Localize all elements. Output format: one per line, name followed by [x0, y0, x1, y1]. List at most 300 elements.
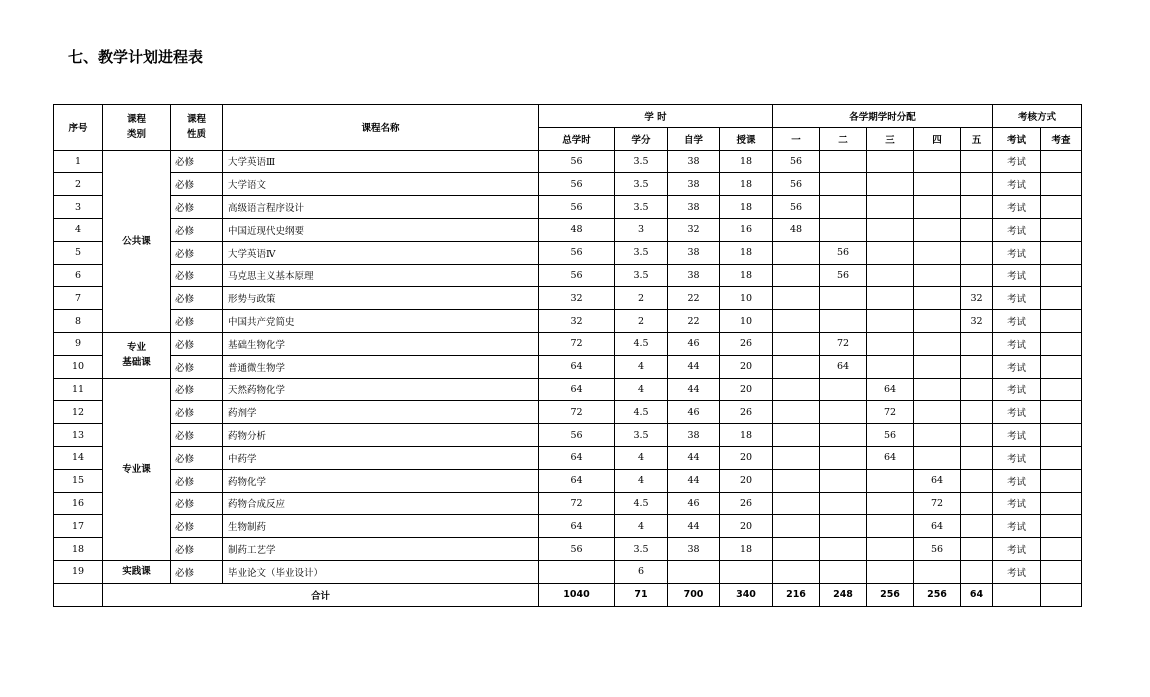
course-name-cell: 天然药物化学 — [223, 378, 539, 401]
lecture-cell: 20 — [720, 469, 773, 492]
credits-cell: 3.5 — [615, 196, 668, 219]
credits-cell: 4 — [615, 469, 668, 492]
sem3-cell — [867, 218, 914, 241]
course-name-cell: 制药工艺学 — [223, 538, 539, 561]
sem2-cell — [820, 196, 867, 219]
sem2-cell — [820, 538, 867, 561]
lecture-cell: 20 — [720, 355, 773, 378]
sem4-cell — [914, 264, 961, 287]
sem4-cell — [914, 150, 961, 173]
sem3-cell — [867, 355, 914, 378]
total-sem1-cell: 216 — [773, 583, 820, 606]
sem1-cell — [773, 378, 820, 401]
exam-cell: 考试 — [993, 332, 1041, 355]
sem5-cell — [961, 218, 993, 241]
sem1-cell — [773, 332, 820, 355]
course-name-cell: 大学英语Ⅳ — [223, 241, 539, 264]
header-sem4: 四 — [914, 127, 961, 150]
total-hours-cell: 64 — [539, 355, 615, 378]
course-name-cell: 药物分析 — [223, 424, 539, 447]
lecture-cell — [720, 560, 773, 583]
sem1-cell — [773, 446, 820, 469]
seq-cell: 16 — [54, 492, 103, 515]
sem1-cell — [773, 241, 820, 264]
sem4-cell — [914, 332, 961, 355]
credits-cell: 4 — [615, 446, 668, 469]
header-assessment-group: 考核方式 — [993, 105, 1082, 128]
table-row — [54, 218, 1082, 241]
nature-cell: 必修 — [171, 424, 223, 447]
sem5-cell — [961, 378, 993, 401]
sem4-cell — [914, 218, 961, 241]
seq-cell: 8 — [54, 310, 103, 333]
self-study-cell: 44 — [668, 446, 720, 469]
nature-cell: 必修 — [171, 241, 223, 264]
header-nature-line2: 性质 — [186, 129, 206, 141]
sem2-cell — [820, 310, 867, 333]
sem2-cell — [820, 469, 867, 492]
lecture-cell: 26 — [720, 332, 773, 355]
total-credits-cell: 71 — [615, 583, 668, 606]
total-hours-cell: 72 — [539, 492, 615, 515]
total-lecture-cell: 340 — [720, 583, 773, 606]
sem1-cell — [773, 287, 820, 310]
sem1-cell — [773, 538, 820, 561]
sem5-cell: 32 — [961, 287, 993, 310]
course-name-cell: 药物合成反应 — [223, 492, 539, 515]
sem3-cell: 56 — [867, 424, 914, 447]
total-sem4-cell: 256 — [914, 583, 961, 606]
nature-cell: 必修 — [171, 150, 223, 173]
credits-cell: 3.5 — [615, 150, 668, 173]
seq-cell: 19 — [54, 560, 103, 583]
nature-cell: 必修 — [171, 196, 223, 219]
sem3-cell — [867, 310, 914, 333]
sem1-cell — [773, 355, 820, 378]
total-hours-cell: 56 — [539, 424, 615, 447]
credits-cell: 3.5 — [615, 264, 668, 287]
self-study-cell: 38 — [668, 173, 720, 196]
credits-cell: 4 — [615, 378, 668, 401]
total-hours-cell: 56 — [539, 196, 615, 219]
self-study-cell: 22 — [668, 287, 720, 310]
category-public-label: 公共课 — [122, 235, 151, 247]
exam-cell: 考试 — [993, 196, 1041, 219]
table-row — [54, 560, 1082, 583]
total-hours-cell: 64 — [539, 469, 615, 492]
sem5-cell — [961, 401, 993, 424]
course-name-cell: 基础生物化学 — [223, 332, 539, 355]
check-cell — [1041, 469, 1082, 492]
credits-cell: 2 — [615, 310, 668, 333]
sem5-cell — [961, 355, 993, 378]
check-cell — [1041, 264, 1082, 287]
self-study-cell: 46 — [668, 401, 720, 424]
sem1-cell — [773, 401, 820, 424]
nature-cell: 必修 — [171, 515, 223, 538]
sem5-cell — [961, 241, 993, 264]
self-study-cell: 38 — [668, 241, 720, 264]
nature-cell: 必修 — [171, 310, 223, 333]
sem4-cell — [914, 310, 961, 333]
exam-cell: 考试 — [993, 173, 1041, 196]
seq-cell: 1 — [54, 150, 103, 173]
category-practice — [103, 560, 171, 583]
total-hours-cell: 56 — [539, 538, 615, 561]
table-row — [54, 196, 1082, 219]
seq-cell: 17 — [54, 515, 103, 538]
seq-cell: 13 — [54, 424, 103, 447]
header-hours-group: 学 时 — [539, 105, 773, 128]
total-label: 合计 — [103, 583, 539, 606]
total-sem2-cell: 248 — [820, 583, 867, 606]
header-category — [103, 105, 171, 151]
nature-cell: 必修 — [171, 378, 223, 401]
check-cell — [1041, 287, 1082, 310]
self-study-cell: 38 — [668, 196, 720, 219]
header-sem2: 二 — [820, 127, 867, 150]
page-title: 七、教学计划进程表 — [68, 48, 204, 66]
nature-cell: 必修 — [171, 492, 223, 515]
lecture-cell: 20 — [720, 515, 773, 538]
check-cell — [1041, 355, 1082, 378]
sem2-cell — [820, 378, 867, 401]
header-semester-group: 各学期学时分配 — [773, 105, 993, 128]
sem2-cell — [820, 446, 867, 469]
total-hours-cell: 56 — [539, 173, 615, 196]
nature-cell: 必修 — [171, 218, 223, 241]
table-row — [54, 332, 1082, 355]
sem1-cell — [773, 469, 820, 492]
total-hours-cell: 64 — [539, 515, 615, 538]
sem4-cell: 72 — [914, 492, 961, 515]
sem2-cell — [820, 424, 867, 447]
check-cell — [1041, 218, 1082, 241]
exam-cell: 考试 — [993, 264, 1041, 287]
sem3-cell — [867, 264, 914, 287]
table-row — [54, 287, 1082, 310]
sem3-cell — [867, 287, 914, 310]
credits-cell: 4.5 — [615, 332, 668, 355]
total-hours-cell: 32 — [539, 287, 615, 310]
sem4-cell — [914, 560, 961, 583]
self-study-cell: 46 — [668, 332, 720, 355]
header-nature-line1: 课程 — [186, 114, 206, 126]
sem1-cell — [773, 492, 820, 515]
sem3-cell — [867, 469, 914, 492]
header-self-study: 自学 — [668, 127, 720, 150]
exam-cell: 考试 — [993, 150, 1041, 173]
table-row — [54, 538, 1082, 561]
exam-cell: 考试 — [993, 401, 1041, 424]
sem4-cell — [914, 401, 961, 424]
self-study-cell — [668, 560, 720, 583]
exam-cell: 考试 — [993, 446, 1041, 469]
seq-cell: 14 — [54, 446, 103, 469]
category-major-label: 专业课 — [122, 463, 151, 475]
sem1-cell — [773, 264, 820, 287]
sem2-cell — [820, 173, 867, 196]
sem3-cell — [867, 538, 914, 561]
credits-cell: 3.5 — [615, 538, 668, 561]
check-cell — [1041, 515, 1082, 538]
header-credits: 学分 — [615, 127, 668, 150]
course-name-cell: 毕业论文（毕业设计） — [223, 560, 539, 583]
total-hours-cell: 56 — [539, 241, 615, 264]
total-hours-cell: 72 — [539, 332, 615, 355]
lecture-cell: 18 — [720, 150, 773, 173]
sem2-cell: 56 — [820, 241, 867, 264]
course-name-cell: 大学语文 — [223, 173, 539, 196]
sem3-cell — [867, 241, 914, 264]
table-row — [54, 264, 1082, 287]
exam-cell: 考试 — [993, 241, 1041, 264]
sem4-cell — [914, 241, 961, 264]
total-hours-cell: 56 — [539, 150, 615, 173]
table-row — [54, 378, 1082, 401]
header-sem1: 一 — [773, 127, 820, 150]
sem2-cell — [820, 150, 867, 173]
exam-cell: 考试 — [993, 515, 1041, 538]
self-study-cell: 38 — [668, 264, 720, 287]
sem5-cell — [961, 446, 993, 469]
sem3-cell — [867, 332, 914, 355]
sem3-cell: 64 — [867, 446, 914, 469]
check-cell — [1041, 196, 1082, 219]
header-seq: 序号 — [54, 105, 103, 151]
credits-cell: 6 — [615, 560, 668, 583]
exam-cell: 考试 — [993, 492, 1041, 515]
teaching-plan-table — [53, 104, 1082, 607]
header-sem3: 三 — [867, 127, 914, 150]
check-cell — [1041, 401, 1082, 424]
check-cell — [1041, 150, 1082, 173]
exam-cell: 考试 — [993, 560, 1041, 583]
total-check-cell — [1041, 583, 1082, 606]
exam-cell: 考试 — [993, 355, 1041, 378]
seq-cell: 9 — [54, 332, 103, 355]
course-name-cell: 高级语言程序设计 — [223, 196, 539, 219]
category-public — [103, 150, 171, 332]
nature-cell: 必修 — [171, 538, 223, 561]
course-name-cell: 药物化学 — [223, 469, 539, 492]
category-foundation — [103, 332, 171, 378]
sem3-cell — [867, 150, 914, 173]
lecture-cell: 26 — [720, 401, 773, 424]
seq-cell: 5 — [54, 241, 103, 264]
total-row — [54, 583, 1082, 606]
lecture-cell: 18 — [720, 196, 773, 219]
total-hours-cell: 64 — [539, 446, 615, 469]
header-row-1 — [54, 105, 1082, 128]
course-name-cell: 中国近现代史纲要 — [223, 218, 539, 241]
sem2-cell — [820, 401, 867, 424]
table-row — [54, 401, 1082, 424]
sem2-cell: 56 — [820, 264, 867, 287]
header-sem5: 五 — [961, 127, 993, 150]
lecture-cell: 18 — [720, 538, 773, 561]
total-hours-cell: 1040 — [539, 583, 615, 606]
total-hours-cell: 64 — [539, 378, 615, 401]
sem2-cell — [820, 218, 867, 241]
total-self-cell: 700 — [668, 583, 720, 606]
self-study-cell: 38 — [668, 150, 720, 173]
total-hours-cell: 32 — [539, 310, 615, 333]
lecture-cell: 26 — [720, 492, 773, 515]
course-name-cell: 普通微生物学 — [223, 355, 539, 378]
self-study-cell: 44 — [668, 378, 720, 401]
seq-cell: 6 — [54, 264, 103, 287]
self-study-cell: 38 — [668, 424, 720, 447]
sem4-cell — [914, 173, 961, 196]
course-name-cell: 马克思主义基本原理 — [223, 264, 539, 287]
sem2-cell — [820, 492, 867, 515]
self-study-cell: 22 — [668, 310, 720, 333]
check-cell — [1041, 378, 1082, 401]
exam-cell: 考试 — [993, 310, 1041, 333]
header-total-hours: 总学时 — [539, 127, 615, 150]
lecture-cell: 18 — [720, 173, 773, 196]
header-category-line1: 课程 — [126, 114, 146, 126]
seq-cell: 12 — [54, 401, 103, 424]
nature-cell: 必修 — [171, 287, 223, 310]
check-cell — [1041, 492, 1082, 515]
seq-cell: 4 — [54, 218, 103, 241]
lecture-cell: 20 — [720, 446, 773, 469]
sem5-cell — [961, 264, 993, 287]
sem4-cell: 64 — [914, 469, 961, 492]
total-exam-cell — [993, 583, 1041, 606]
seq-cell: 2 — [54, 173, 103, 196]
sem2-cell — [820, 515, 867, 538]
exam-cell: 考试 — [993, 469, 1041, 492]
sem4-cell: 64 — [914, 515, 961, 538]
sem4-cell — [914, 446, 961, 469]
total-sem3-cell: 256 — [867, 583, 914, 606]
sem4-cell — [914, 196, 961, 219]
sem1-cell: 56 — [773, 196, 820, 219]
credits-cell: 4.5 — [615, 401, 668, 424]
seq-cell: 11 — [54, 378, 103, 401]
sem4-cell — [914, 424, 961, 447]
credits-cell: 3.5 — [615, 173, 668, 196]
table-row — [54, 446, 1082, 469]
table-row — [54, 310, 1082, 333]
course-name-cell: 药剂学 — [223, 401, 539, 424]
self-study-cell: 44 — [668, 515, 720, 538]
self-study-cell: 46 — [668, 492, 720, 515]
category-practice-label: 实践课 — [122, 566, 151, 578]
nature-cell: 必修 — [171, 560, 223, 583]
table-row — [54, 469, 1082, 492]
nature-cell: 必修 — [171, 332, 223, 355]
sem3-cell — [867, 173, 914, 196]
nature-cell: 必修 — [171, 446, 223, 469]
header-exam: 考试 — [993, 127, 1041, 150]
check-cell — [1041, 560, 1082, 583]
credits-cell: 3.5 — [615, 241, 668, 264]
course-name-cell: 形势与政策 — [223, 287, 539, 310]
header-lecture: 授课 — [720, 127, 773, 150]
nature-cell: 必修 — [171, 264, 223, 287]
seq-cell: 3 — [54, 196, 103, 219]
self-study-cell: 44 — [668, 469, 720, 492]
sem1-cell: 56 — [773, 173, 820, 196]
table-row — [54, 241, 1082, 264]
credits-cell: 4.5 — [615, 492, 668, 515]
self-study-cell: 44 — [668, 355, 720, 378]
exam-cell: 考试 — [993, 218, 1041, 241]
exam-cell: 考试 — [993, 378, 1041, 401]
sem5-cell — [961, 173, 993, 196]
check-cell — [1041, 310, 1082, 333]
sem4-cell — [914, 355, 961, 378]
lecture-cell: 18 — [720, 264, 773, 287]
self-study-cell: 32 — [668, 218, 720, 241]
check-cell — [1041, 538, 1082, 561]
sem5-cell — [961, 469, 993, 492]
check-cell — [1041, 424, 1082, 447]
check-cell — [1041, 332, 1082, 355]
seq-cell: 15 — [54, 469, 103, 492]
nature-cell: 必修 — [171, 401, 223, 424]
lecture-cell: 20 — [720, 378, 773, 401]
sem5-cell: 32 — [961, 310, 993, 333]
credits-cell: 3.5 — [615, 424, 668, 447]
header-check: 考查 — [1041, 127, 1082, 150]
check-cell — [1041, 241, 1082, 264]
total-sem5-cell: 64 — [961, 583, 993, 606]
nature-cell: 必修 — [171, 469, 223, 492]
nature-cell: 必修 — [171, 173, 223, 196]
nature-cell: 必修 — [171, 355, 223, 378]
sem3-cell — [867, 515, 914, 538]
exam-cell: 考试 — [993, 538, 1041, 561]
table-row — [54, 173, 1082, 196]
category-foundation-line1: 专业 — [126, 342, 146, 354]
sem1-cell: 56 — [773, 150, 820, 173]
course-name-cell: 中药学 — [223, 446, 539, 469]
course-name-cell: 中国共产党简史 — [223, 310, 539, 333]
check-cell — [1041, 446, 1082, 469]
lecture-cell: 10 — [720, 287, 773, 310]
table-row — [54, 355, 1082, 378]
sem5-cell — [961, 515, 993, 538]
self-study-cell: 38 — [668, 538, 720, 561]
sem1-cell — [773, 310, 820, 333]
sem5-cell — [961, 150, 993, 173]
sem5-cell — [961, 538, 993, 561]
credits-cell: 2 — [615, 287, 668, 310]
seq-cell: 10 — [54, 355, 103, 378]
sem5-cell — [961, 424, 993, 447]
lecture-cell: 16 — [720, 218, 773, 241]
seq-cell: 18 — [54, 538, 103, 561]
table-row — [54, 492, 1082, 515]
header-nature — [171, 105, 223, 151]
check-cell — [1041, 173, 1082, 196]
total-hours-cell: 72 — [539, 401, 615, 424]
total-hours-cell: 48 — [539, 218, 615, 241]
course-name-cell: 生物制药 — [223, 515, 539, 538]
sem2-cell: 64 — [820, 355, 867, 378]
table-row — [54, 424, 1082, 447]
exam-cell: 考试 — [993, 287, 1041, 310]
sem5-cell — [961, 492, 993, 515]
sem2-cell: 72 — [820, 332, 867, 355]
sem2-cell — [820, 560, 867, 583]
seq-cell: 7 — [54, 287, 103, 310]
